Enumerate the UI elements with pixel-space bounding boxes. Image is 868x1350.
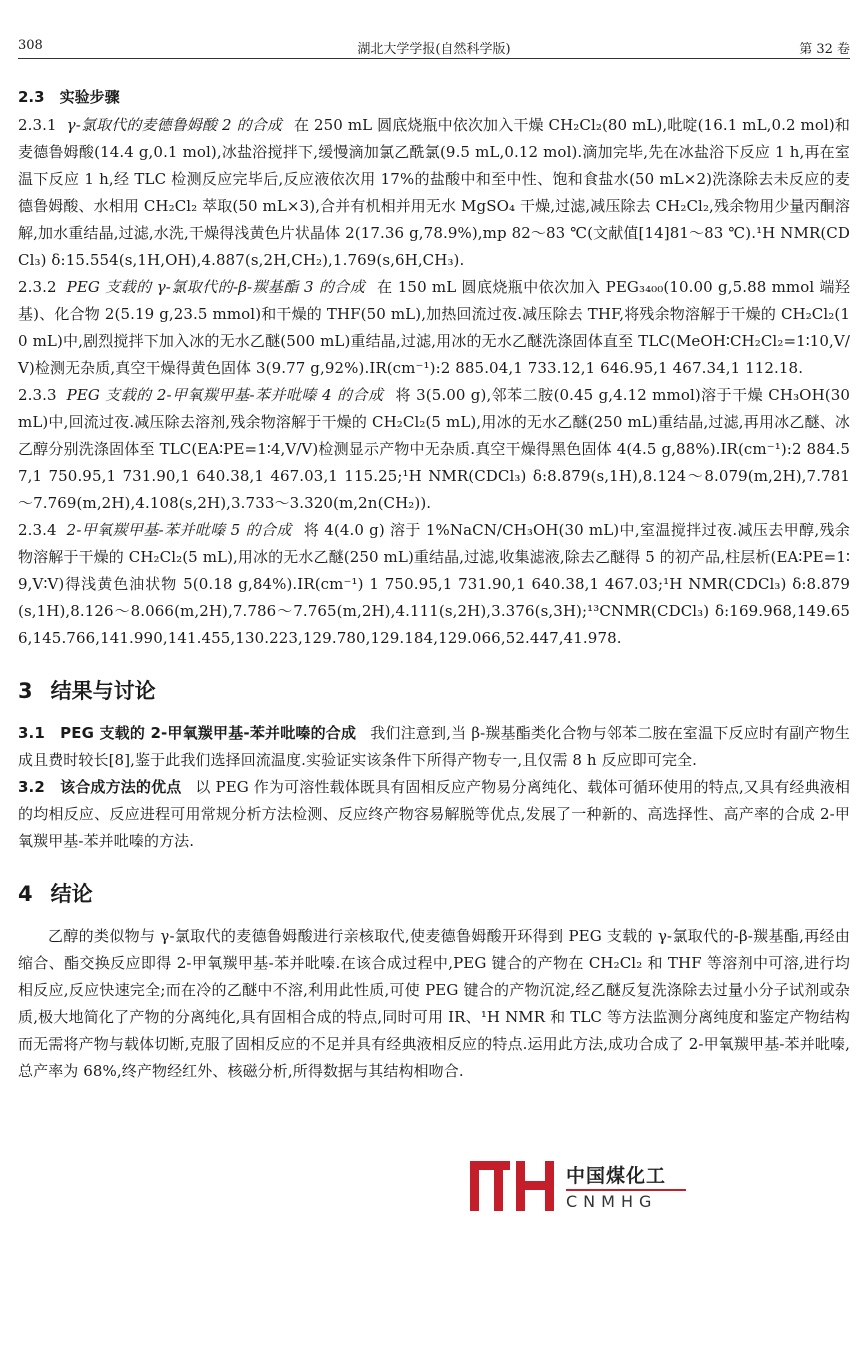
page-number: 308 bbox=[18, 38, 43, 53]
subsection-title: PEG 支载的 2-甲氧羰甲基-苯并吡嗪 4 的合成 bbox=[66, 386, 384, 404]
section-number: 3 bbox=[18, 679, 33, 703]
paragraph-2-3-2 bbox=[18, 274, 850, 382]
running-header bbox=[18, 36, 850, 59]
paragraph-2-3-1 bbox=[18, 112, 850, 274]
section-3-heading bbox=[18, 676, 850, 706]
journal-name: 湖北大学学报(自然科学版) bbox=[357, 42, 511, 57]
subsection-heading bbox=[18, 724, 356, 742]
subsection-title: PEG 支载的 γ-氯取代的-β-羰基酯 3 的合成 bbox=[66, 278, 366, 296]
paragraph-conclusion: 乙醇的类似物与 γ-氯取代的麦德鲁姆酸进行亲核取代,使麦德鲁姆酸开环得到 PEG 支载的 γ-氯取代的-β-羰基酯,再经由缩合、酯交换反应即得 2-甲氧羰甲基-苯并吡嗪.在该合成过程中,PEG 键合的产物在 CH₂Cl₂ 和 THF 等溶剂中可溶,进行均相反应,反应快速完全;而在冷的乙醚中不溶,利用此性质,可使 PEG 键合的产物沉淀,经乙醚反复洗涤除去过量小分子试剂或杂质,极大地简化了产物的分离纯化,具有固相合成的特点,同时可用 IR、¹H NMR 和 TLC 等方法监测分离纯度和鉴定产物结构而无需将产物与载体切断,克服了固相反应的不足并具有经典液相反应的特点.运用此方法,成功合成了 2-甲氧羰甲基-苯并吡嗪,总产率为 68%,终产物经红外、核磁分析,所得数据与其结构相吻合. bbox=[18, 927, 850, 1080]
article-body bbox=[18, 84, 850, 1085]
section-title: 结果与讨论 bbox=[50, 679, 156, 703]
subsection-heading bbox=[18, 778, 181, 796]
volume-label: 第 32 卷 bbox=[799, 42, 850, 57]
watermark-name-en: CNMHG bbox=[566, 1192, 658, 1211]
paragraph-2-3-4 bbox=[18, 517, 850, 652]
subsection-number: 2.3.4 bbox=[18, 521, 57, 539]
subsection-title: 该合成方法的优点 bbox=[60, 778, 182, 796]
paragraph-text: 在 150 mL 圆底烧瓶中依次加入 PEG₃₄₀₀(10.00 g,5.88 mmol 端羟基)、化合物 2(5.19 g,23.5 mmol)和干燥的 THF(50 mL),加热回流过夜.减压除去 THF,将残余物溶解于干燥的 CH₂Cl₂(10 mL)中,剧烈搅拌下加入冰的无水乙醚(500 mL)重结晶,过滤,用冰的无水乙醚洗涤固体直至 TLC(MeOH∶CH₂Cl₂=1∶10,V/V)检测无杂质,真空干燥得黄色固体 3(9.77 g,92%).IR(cm⁻¹):2 885.04,1 733.12,1 646.95,1 467.34,1 112.18. bbox=[18, 278, 850, 377]
section-number: 4 bbox=[18, 882, 33, 906]
watermark-logo bbox=[462, 1155, 692, 1217]
paragraph-text: 将 4(4.0 g) 溶于 1%NaCN/CH₃OH(30 mL)中,室温搅拌过夜.减压去甲醇,残余物溶解于干燥的 CH₂Cl₂(5 mL),用冰的无水乙醚(250 mL)重结晶,过滤,收集滤液,除去乙醚得 5 的初产品,柱层析(EA∶PE=1∶9,V∶V)得浅黄色油状物 5(0.18 g,84%).IR(cm⁻¹) 1 750.95,1 731.90,1 640.38,1 467.03;¹H NMR(CDCl₃) δ:8.879(s,1H),8.126～8.066(m,2H),7.786～7.765(m,2H),4.111(s,2H),3.376(s,3H);¹³CNMR(CDCl₃) δ:169.968,149.656,145.766,141.990,141.455,130.223,129.780,129.184,129.066,52.447,41.978. bbox=[18, 521, 851, 647]
paragraph-3-2 bbox=[18, 774, 850, 855]
subsection-number: 2.3.2 bbox=[18, 278, 57, 296]
paragraph-text: 我们注意到,当 β-羰基酯类化合物与邻苯二胺在室温下反应时有副产物生成且费时较长[8],鉴于此我们选择回流温度.实验证实该条件下所得产物专一,且仅需 8 h 反应即可完全. bbox=[18, 724, 850, 769]
subsection-title: PEG 支载的 2-甲氧羰甲基-苯并吡嗪的合成 bbox=[60, 724, 357, 742]
subsection-number: 3.1 bbox=[18, 724, 45, 742]
subsection-title: γ-氯取代的麦德鲁姆酸 2 的合成 bbox=[66, 116, 282, 134]
paragraph-text: 将 3(5.00 g),邻苯二胺(0.45 g,4.12 mmol)溶于干燥 CH₃OH(30 mL)中,回流过夜.减压除去溶剂,残余物溶解于干燥的 CH₂Cl₂(5 mL),用冰的无水乙醚(250 mL)重结晶,过滤,再用冰乙醚、冰乙醇分别洗涤固体至 TLC(EA∶PE=1∶4,V/V)检测显示产物中无杂质.真空干燥得黑色固体 4(4.5 g,88%).IR(cm⁻¹):2 884.57,1 750.95,1 731.90,1 640.38,1 467.03,1 115.25;¹H NMR(CDCl₃) δ:8.879(s,1H),8.124～8.079(m,2H),7.781～7.769(m,2H),4.108(s,2H),3.733～3.320(m,2n(CH₂)). bbox=[18, 386, 850, 512]
section-2-3-heading: 2.3 实验步骤 bbox=[18, 88, 120, 106]
section-4-heading bbox=[18, 879, 850, 909]
subsection-number: 2.3.3 bbox=[18, 386, 57, 404]
section-title: 结论 bbox=[50, 882, 93, 906]
paragraph-text: 在 250 mL 圆底烧瓶中依次加入干燥 CH₂Cl₂(80 mL),吡啶(16.1 mL,0.2 mol)和麦德鲁姆酸(14.4 g,0.1 mol),冰盐浴搅拌下,缓慢滴加氯乙酰氯(9.5 mL,0.12 mol).滴加完毕,先在冰盐浴下反应 1 h,再在室温下反应 1 h,经 TLC 检测反应完毕后,反应液依次用 17%的盐酸中和至中性、饱和食盐水(50 mL×2)洗涤除去未反应的麦德鲁姆酸、水相用 CH₂Cl₂ 萃取(50 mL×3),合并有机相并用无水 MgSO₄ 干燥,过滤,减压除去 CH₂Cl₂,残余物用少量丙酮溶解,加水重结晶,过滤,水洗,干燥得浅黄色片状晶体 2(17.36 g,78.9%),mp 82～83 ℃(文献值[14]81～83 ℃).¹H NMR(CDCl₃) δ:15.554(s,1H,OH),4.887(s,2H,CH₂),1.769(s,6H,CH₃). bbox=[18, 116, 850, 269]
watermark-name-cn: 中国煤化工 bbox=[566, 1165, 667, 1187]
paragraph-2-3-3 bbox=[18, 382, 850, 517]
cnmhg-logo-icon bbox=[468, 1159, 558, 1213]
subsection-number: 3.2 bbox=[18, 778, 45, 796]
watermark-divider bbox=[566, 1189, 686, 1191]
subsection-title: 2-甲氧羰甲基-苯并吡嗪 5 的合成 bbox=[66, 521, 292, 539]
paragraph-text: 以 PEG 作为可溶性载体既具有固相反应产物易分离纯化、载体可循环使用的特点,又具有经典液相的均相反应、反应进程可用常规分析方法检测、反应终产物容易解脱等优点,发展了一种新的、高选择性、高产率的合成 2-甲氧羰甲基-苯并吡嗪的方法. bbox=[18, 778, 850, 850]
paragraph-3-1 bbox=[18, 720, 850, 774]
subsection-number: 2.3.1 bbox=[18, 116, 57, 134]
